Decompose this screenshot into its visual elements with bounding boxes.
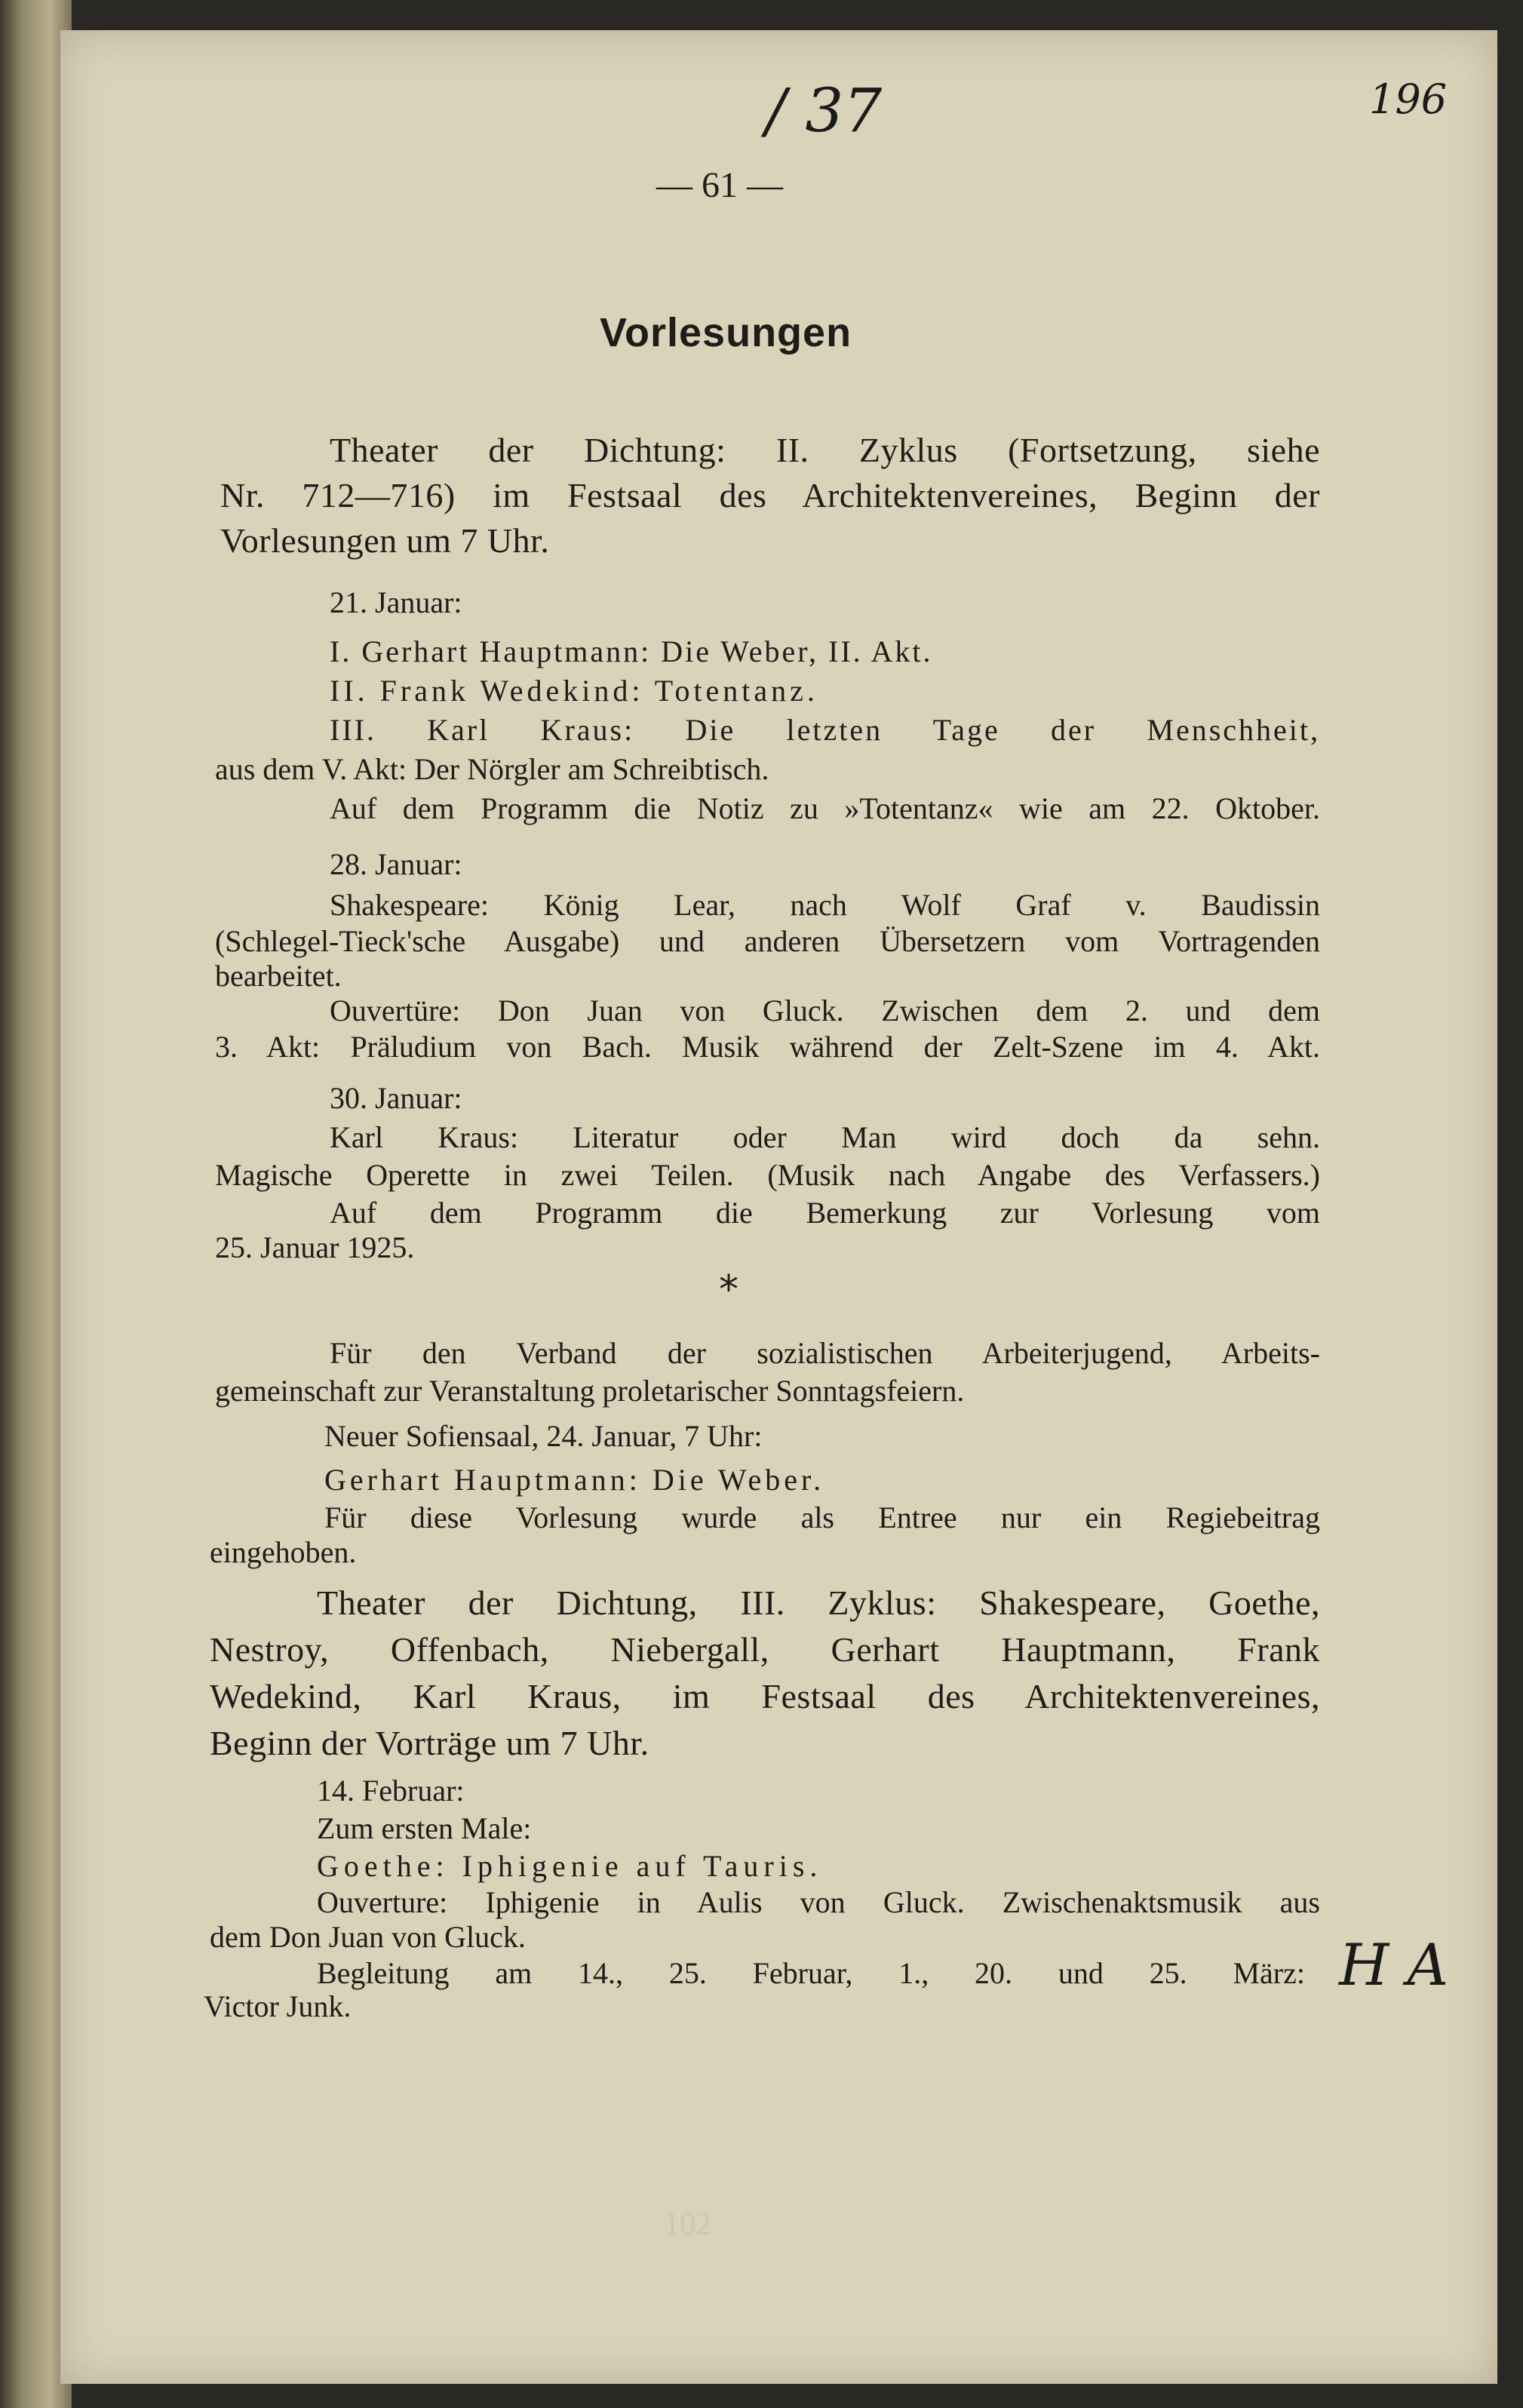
text-line-24: Neuer Sofiensaal, 24. Januar, 7 Uhr: [324,1419,763,1453]
text-line-30: Wedekind, Karl Kraus, im Festsaal des Architektenvereines, [210,1677,1320,1715]
text-line-35: Ouverture: Iphigenie in Aulis von Gluck. Zwischenaktsmusik aus [317,1885,1320,1919]
text-line-8: aus dem V. Akt: Der Nörgler am Schreibtisch. [215,752,769,786]
date-jan-28: 28. Januar: [330,847,462,881]
handwritten-mark: / 37 [766,75,883,146]
bleed-through-number: 102 [664,2207,711,2242]
text-line-28: Theater der Dichtung, III. Zyklus: Shakespeare, Goethe, [317,1583,1320,1622]
text-line-7: III. Karl Kraus: Die letzten Tage der Menschheit, [330,713,1320,747]
section-asterisk: * [719,1267,738,1313]
text-line-2: Nr. 712—716) im Festsaal des Architektenvereines, Beginn der [220,476,1320,514]
text-line-22: Für den Verband der sozialistischen Arbeiterjugend, Arbeits- [330,1336,1320,1370]
text-line-15: 3. Akt: Präludium von Bach. Musik während der Zelt-Szene im 4. Akt. [215,1030,1320,1064]
text-line-31: Beginn der Vorträge um 7 Uhr. [210,1724,649,1762]
text-line-20: 25. Januar 1925. [215,1230,415,1264]
date-jan-30: 30. Januar: [330,1081,462,1115]
text-line-23: gemeinschaft zur Veranstaltung proletarischer Sonntagsfeiern. [215,1374,965,1408]
page-number: — 61 — [656,165,783,205]
text-line-9: Auf dem Programm die Notiz zu »Totentanz« wie am 22. Oktober. [330,791,1320,825]
text-line-37: Begleitung am 14., 25. Februar, 1., 20. und 25. März: [317,1956,1305,1990]
text-line-34: Goethe: Iphigenie auf Tauris. [317,1849,823,1883]
page-title: Vorlesungen [600,310,852,355]
text-line-38: Victor Junk. [204,1989,352,2023]
text-line-33: Zum ersten Male: [317,1811,532,1845]
text-line-19: Auf dem Programm die Bemerkung zur Vorlesung vom [330,1196,1320,1230]
text-line-29: Nestroy, Offenbach, Niebergall, Gerhart Hauptmann, Frank [210,1630,1320,1669]
document-page [60,30,1497,2384]
text-line-13: bearbeitet. [215,959,342,993]
text-line-12: (Schlegel-Tieck'sche Ausgabe) und anderen Übersetzern vom Vortragenden [215,924,1320,958]
text-line-11: Shakespeare: König Lear, nach Wolf Graf v. Baudissin [330,888,1320,922]
text-line-27: eingehoben. [210,1535,357,1569]
text-line-1: Theater der Dichtung: II. Zyklus (Fortsetzung, siehe [330,431,1320,469]
handwritten-note-bottom: H A [1339,1931,1449,1998]
text-line-6: II. Frank Wedekind: Totentanz. [330,674,818,708]
date-jan-21: 21. Januar: [330,585,462,619]
handwritten-folio-number: 196 [1369,75,1448,123]
text-line-17: Karl Kraus: Literatur oder Man wird doch da sehn. [330,1120,1320,1154]
text-line-14: Ouvertüre: Don Juan von Gluck. Zwischen dem 2. und dem [330,994,1320,1027]
text-line-25: Gerhart Hauptmann: Die Weber. [324,1463,825,1497]
text-line-26: Für diese Vorlesung wurde als Entree nur ein Regiebeitrag [324,1500,1320,1534]
text-line-3: Vorlesungen um 7 Uhr. [220,521,550,560]
text-line-18: Magische Operette in zwei Teilen. (Musik nach Angabe des Verfassers.) [215,1158,1320,1192]
date-feb-14: 14. Februar: [317,1774,465,1808]
text-line-36: dem Don Juan von Gluck. [210,1920,526,1954]
text-line-5: I. Gerhart Hauptmann: Die Weber, II. Akt. [330,634,933,668]
